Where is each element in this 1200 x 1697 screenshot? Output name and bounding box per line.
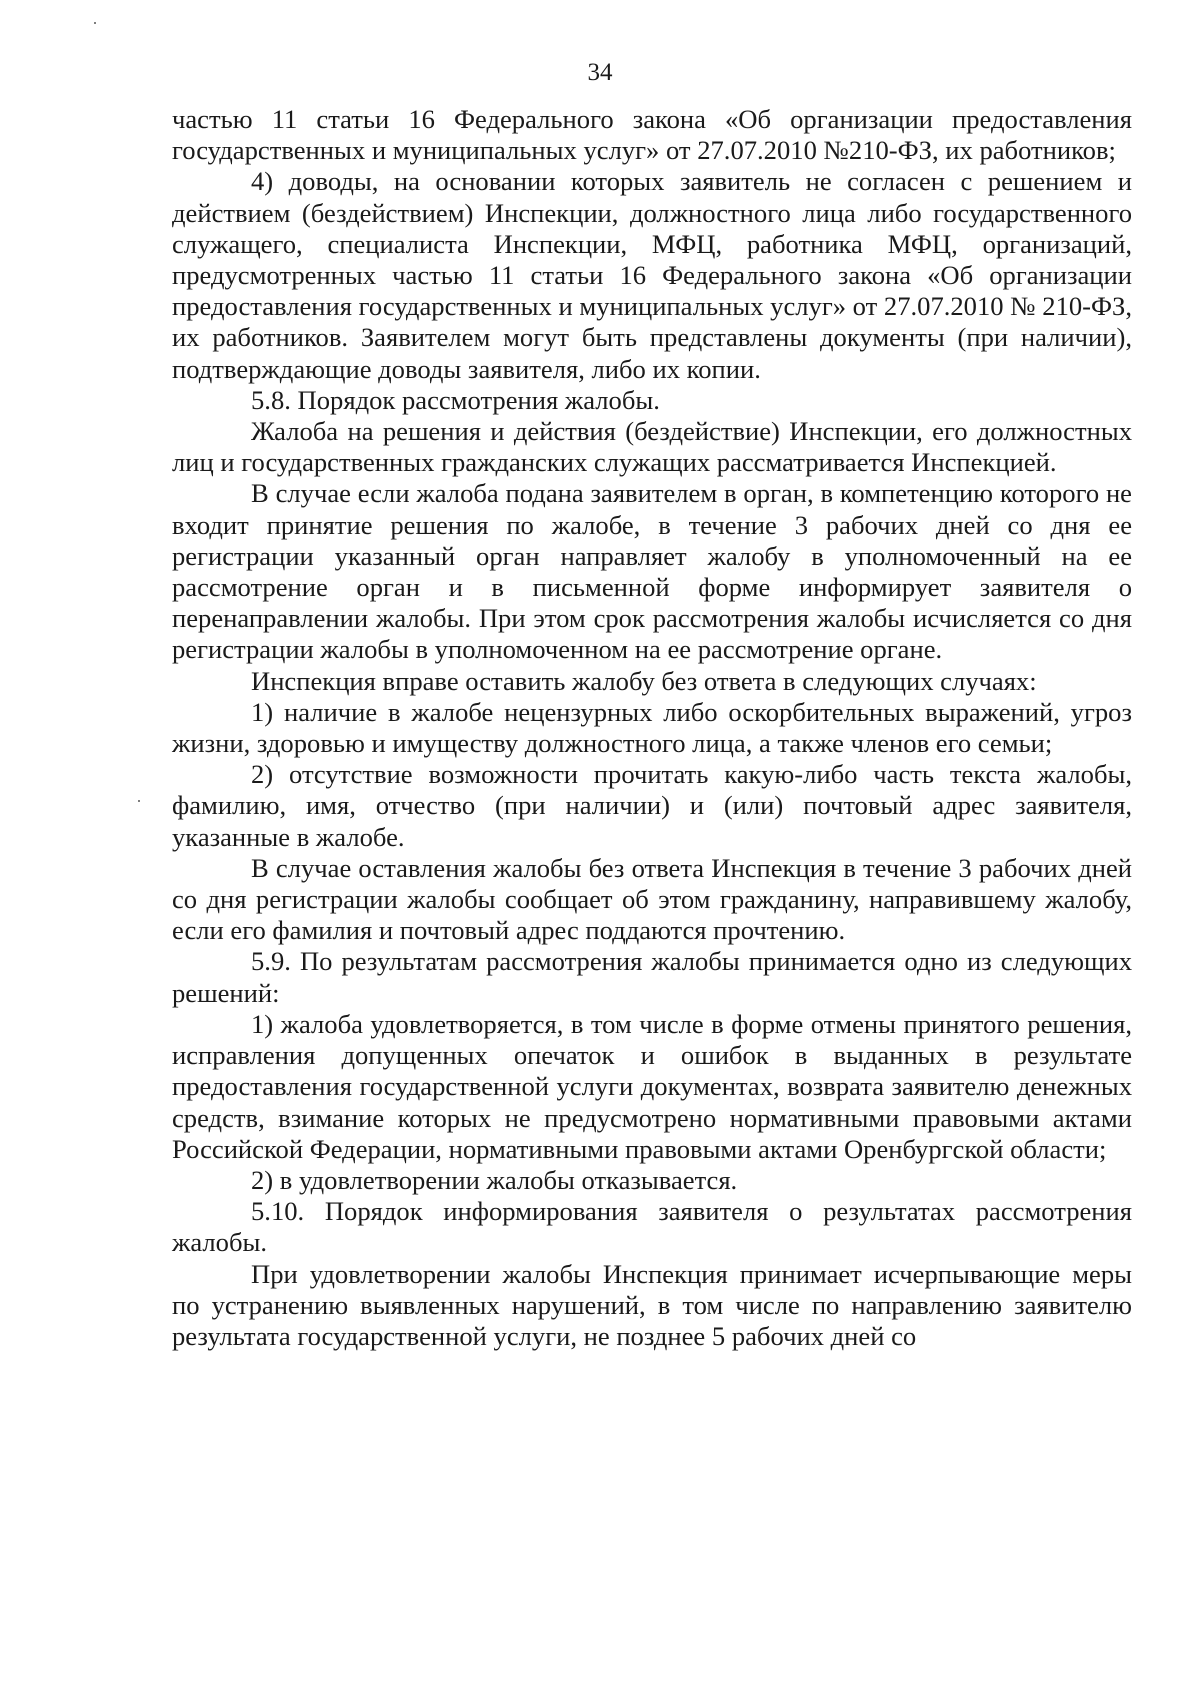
paragraph: 4) доводы, на основании которых заявитель не согласен с решением и действием (бездействием) Инспекции, должностного лица либо государственного служащего, специалиста Инспекции, МФЦ, работника МФЦ, организаций, предусмотренных частью 11 статьи 16 Федерального закона «Об организации предоставления государственных и муниципальных услуг» от 27.07.2010 № 210-ФЗ, их работников. Заявителем могут быть представлены документы (при наличии), подтверждающие доводы заявителя, либо их копии. bbox=[172, 166, 1132, 384]
list-item: 2) в удовлетворении жалобы отказывается. bbox=[251, 1164, 738, 1195]
document-body bbox=[172, 104, 1132, 1352]
list-item: 2) отсутствие возможности прочитать какую-либо часть текста жалобы, фамилию, имя, отчество (при наличии) и (или) почтовый адрес заявителя, указанные в жалобе. bbox=[172, 759, 1132, 852]
list-item: 1) наличие в жалобе нецензурных либо оскорбительных выражений, угроз жизни, здоровью и имуществу должностного лица, а также членов его семьи; bbox=[172, 696, 1132, 759]
scan-speck bbox=[138, 800, 140, 802]
paragraph: В случае оставления жалобы без ответа Инспекция в течение 3 рабочих дней со дня регистрации жалобы сообщает об этом гражданину, направившему жалобу, если его фамилия и почтовый адрес поддаются прочтению. bbox=[172, 852, 1132, 946]
paragraph: При удовлетворении жалобы Инспекция принимает исчерпывающие меры по устранению выявленных нарушений, в том числе по направлению заявителю результата государственной услуги, не позднее 5 рабочих дней со bbox=[172, 1258, 1132, 1351]
paragraph: частью 11 статьи 16 Федерального закона «Об организации предоставления государственных и муниципальных услуг» от 27.07.2010 №210-ФЗ, их работников; bbox=[172, 104, 1132, 166]
section-heading: 5.10. Порядок информирования заявителя о результатах рассмотрения жалобы. bbox=[172, 1196, 1132, 1258]
paragraph: Инспекция вправе оставить жалобу без ответа в следующих случаях: bbox=[251, 665, 1037, 696]
page-number: 34 bbox=[587, 59, 613, 86]
paragraph: Жалоба на решения и действия (бездействие) Инспекции, его должностных лиц и государственных гражданских служащих рассматривается Инспекцией. bbox=[172, 416, 1132, 478]
section-heading: 5.8. Порядок рассмотрения жалобы. bbox=[251, 384, 660, 415]
section-heading: 5.9. По результатам рассмотрения жалобы принимается одно из следующих решений: bbox=[172, 946, 1132, 1008]
paragraph: В случае если жалоба подана заявителем в орган, в компетенцию которого не входит принятие решения по жалобе, в течение 3 рабочих дней со дня ее регистрации указанный орган направляет жалобу в уполномоченный на ее рассмотрение орган и в письменной форме информирует заявителя о перенаправлении жалобы. При этом срок рассмотрения жалобы исчисляется со дня регистрации жалобы в уполномоченном на ее рассмотрение органе. bbox=[172, 478, 1132, 665]
list-item: 1) жалоба удовлетворяется, в том числе в форме отмены принятого решения, исправления допущенных опечаток и ошибок в выданных в результате предоставления государственной услуги документах, возврата заявителю денежных средств, взимание которых не предусмотрено нормативными правовыми актами Российской Федерации, нормативными правовыми актами Оренбургской области; bbox=[172, 1008, 1132, 1164]
scan-speck bbox=[94, 22, 96, 24]
